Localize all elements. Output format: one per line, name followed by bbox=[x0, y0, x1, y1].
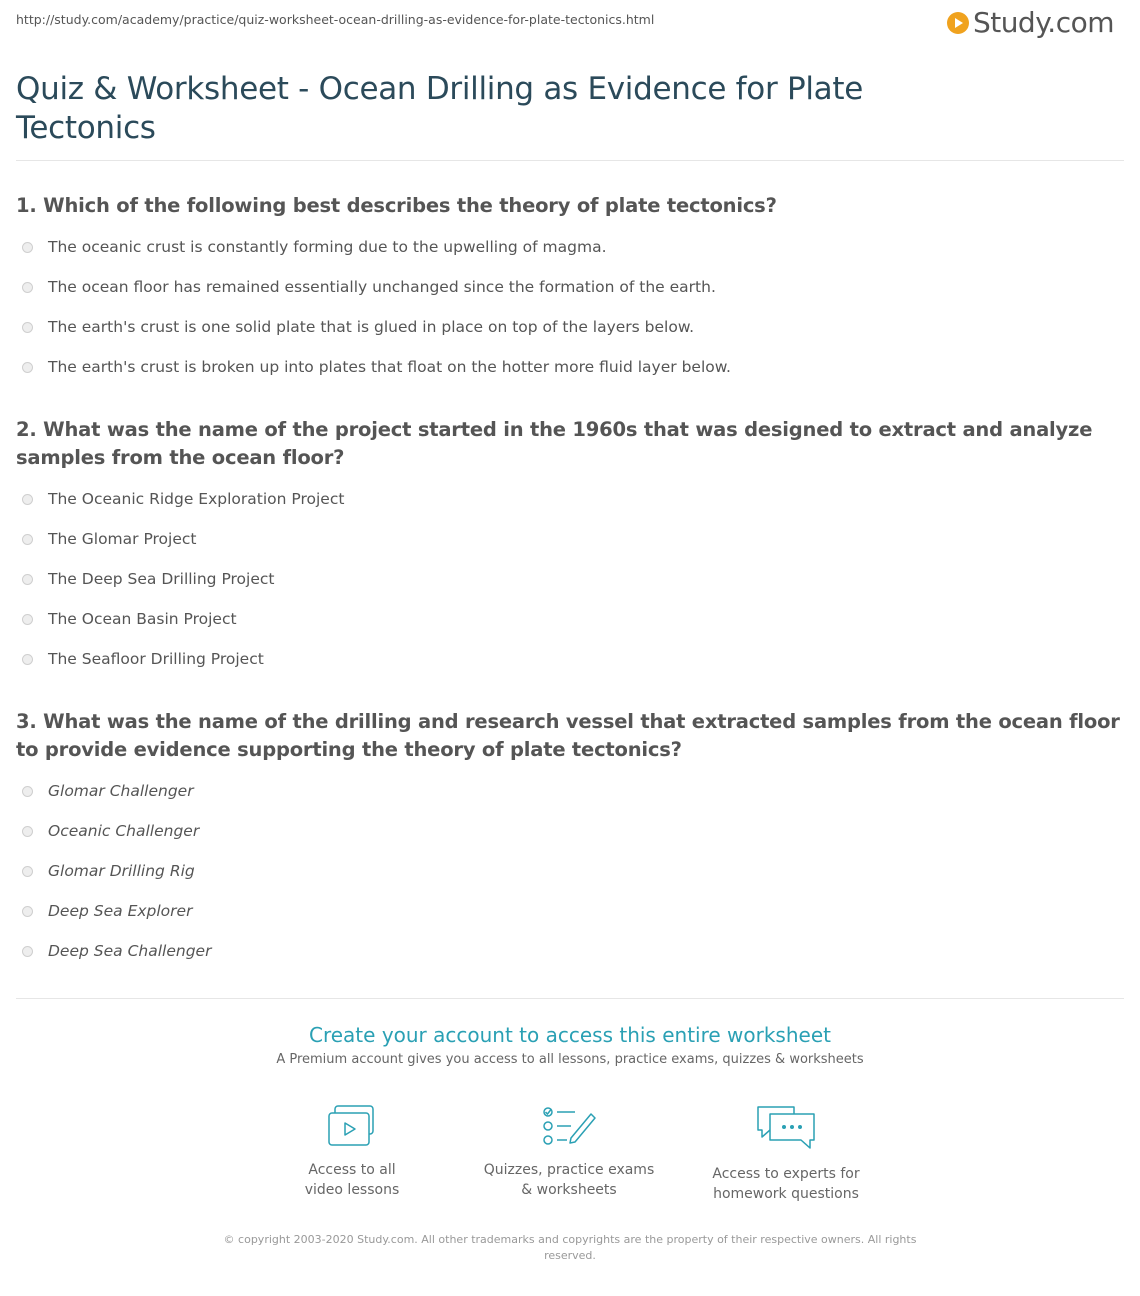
answer-option[interactable] bbox=[22, 227, 731, 267]
answer-option[interactable] bbox=[22, 479, 344, 519]
answer-option[interactable] bbox=[22, 811, 211, 851]
question-2: 2. What was the name of the project started in the 1960s that was designed to extract and analyze samples from the ocean floor? bbox=[16, 418, 1093, 469]
answer-option[interactable] bbox=[22, 931, 211, 971]
option-label: Glomar Challenger bbox=[48, 782, 194, 800]
radio-icon[interactable] bbox=[22, 654, 33, 665]
radio-icon[interactable] bbox=[22, 866, 33, 877]
radio-icon[interactable] bbox=[22, 574, 33, 585]
option-label: Deep Sea Challenger bbox=[48, 942, 212, 960]
option-label: The Glomar Project bbox=[48, 530, 197, 548]
quizzes-icon bbox=[541, 1104, 597, 1148]
page-url: http://study.com/academy/practice/quiz-worksheet-ocean-drilling-as-evidence-for-plate-tectonics.html bbox=[16, 12, 655, 27]
logo-text: Study.com bbox=[972, 6, 1114, 39]
video-lessons-icon bbox=[326, 1104, 378, 1148]
radio-icon[interactable] bbox=[22, 322, 33, 333]
feature-label: Access to all video lessons bbox=[304, 1162, 400, 1198]
answer-option[interactable] bbox=[22, 267, 731, 307]
answer-option[interactable] bbox=[22, 559, 344, 599]
option-label: The earth's crust is broken up into plates that float on the hotter more fluid layer below. bbox=[48, 358, 731, 376]
option-label: The Oceanic Ridge Exploration Project bbox=[48, 490, 345, 508]
radio-icon[interactable] bbox=[22, 494, 33, 505]
page-title: Quiz & Worksheet - Ocean Drilling as Evidence for Plate Tectonics bbox=[16, 71, 863, 146]
answer-option[interactable] bbox=[22, 639, 344, 679]
question-3-options bbox=[22, 771, 211, 971]
option-label: Oceanic Challenger bbox=[48, 822, 200, 840]
feature-experts bbox=[691, 1104, 881, 1204]
answer-option[interactable] bbox=[22, 599, 344, 639]
option-label: The oceanic crust is constantly forming due to the upwelling of magma. bbox=[48, 238, 607, 256]
feature-label: Quizzes, practice exams & worksheets bbox=[483, 1162, 655, 1198]
option-label: The ocean floor has remained essentially unchanged since the formation of the earth. bbox=[48, 278, 716, 296]
premium-description: A Premium account gives you access to all lessons, practice exams, quizzes & worksheets bbox=[276, 1052, 864, 1067]
option-label: The Ocean Basin Project bbox=[48, 610, 237, 628]
option-label: The Deep Sea Drilling Project bbox=[48, 570, 275, 588]
option-label: The Seafloor Drilling Project bbox=[48, 650, 264, 668]
answer-option[interactable] bbox=[22, 307, 731, 347]
create-account-link[interactable]: Create your account to access this entire worksheet bbox=[309, 1023, 831, 1047]
question-3: 3. What was the name of the drilling and research vessel that extracted samples from the ocean floor to provide evidence supporting the theory of plate tectonics? bbox=[16, 710, 1120, 761]
answer-option[interactable] bbox=[22, 771, 211, 811]
radio-icon[interactable] bbox=[22, 786, 33, 797]
feature-label: Access to experts for homework questions bbox=[712, 1166, 860, 1202]
answer-option[interactable] bbox=[22, 519, 344, 559]
question-1: 1. Which of the following best describes the theory of plate tectonics? bbox=[16, 194, 777, 217]
feature-quizzes bbox=[474, 1104, 664, 1200]
radio-icon[interactable] bbox=[22, 614, 33, 625]
study-logo[interactable] bbox=[947, 6, 1114, 39]
divider bbox=[16, 160, 1124, 161]
play-logo-icon bbox=[947, 12, 969, 34]
answer-option[interactable] bbox=[22, 347, 731, 387]
divider bbox=[16, 998, 1124, 999]
feature-video-lessons bbox=[257, 1104, 447, 1200]
radio-icon[interactable] bbox=[22, 242, 33, 253]
question-1-options bbox=[22, 227, 731, 387]
option-label: The earth's crust is one solid plate that is glued in place on top of the layers below. bbox=[48, 318, 695, 336]
radio-icon[interactable] bbox=[22, 906, 33, 917]
option-label: Glomar Drilling Rig bbox=[48, 862, 195, 880]
radio-icon[interactable] bbox=[22, 362, 33, 373]
copyright-footer: © copyright 2003-2020 Study.com. All other trademarks and copyrights are the property of their respective owners. All rights reserved. bbox=[223, 1233, 917, 1262]
radio-icon[interactable] bbox=[22, 826, 33, 837]
chat-experts-icon bbox=[754, 1104, 818, 1152]
radio-icon[interactable] bbox=[22, 534, 33, 545]
option-label: Deep Sea Explorer bbox=[48, 902, 193, 920]
radio-icon[interactable] bbox=[22, 282, 33, 293]
answer-option[interactable] bbox=[22, 891, 211, 931]
question-2-options bbox=[22, 479, 344, 679]
answer-option[interactable] bbox=[22, 851, 211, 891]
radio-icon[interactable] bbox=[22, 946, 33, 957]
